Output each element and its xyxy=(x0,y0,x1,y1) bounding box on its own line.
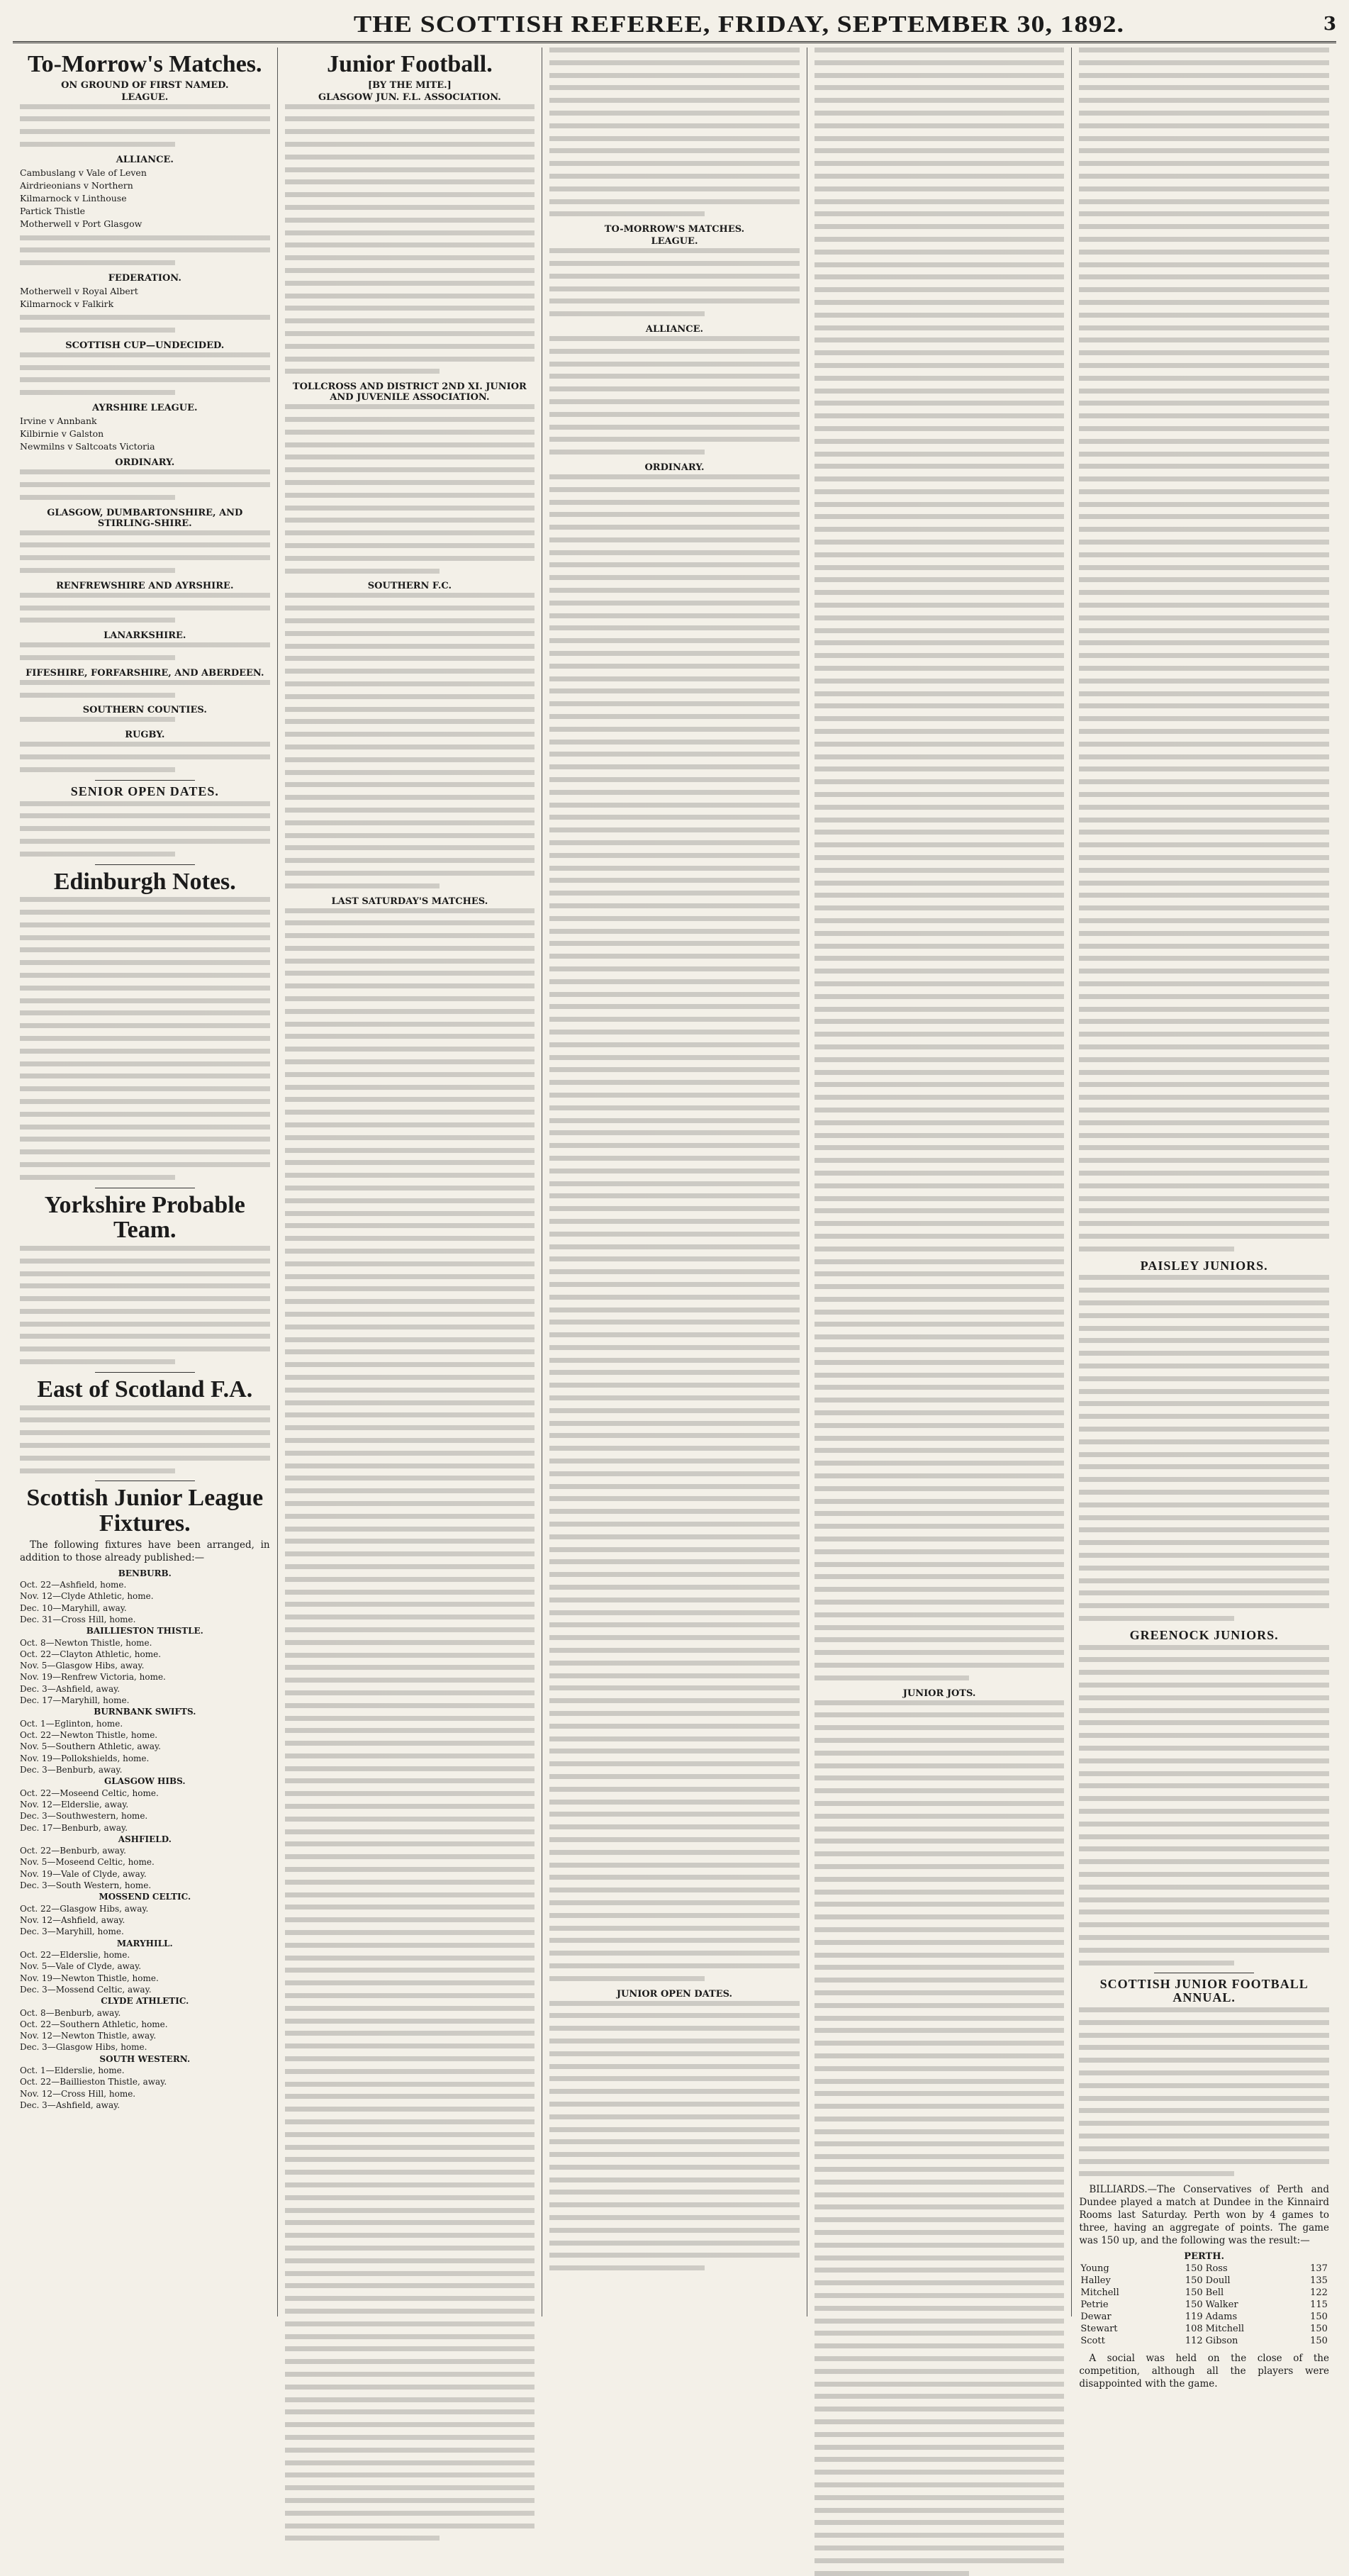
fixture-item: Nov. 5—Southern Athletic, away. xyxy=(20,1741,161,1752)
east-of-scotland-heading: East of Scotland F.A. xyxy=(37,1376,253,1403)
yorkshire-heading: Yorkshire Probable Team. xyxy=(44,1191,245,1244)
fixture-item: Dec. 17—Maryhill, home. xyxy=(20,1695,130,1706)
table-cell: Bell xyxy=(1205,2287,1224,2299)
fixture-item: Oct. 22—Ashfield, home. xyxy=(20,1579,127,1590)
fixture-item: Oct. 1—Elderslie, home. xyxy=(20,2065,125,2076)
fixture-item: Nov. 12—Cross Hill, home. xyxy=(20,2088,136,2099)
fixture-item: Dec. 3—Glasgow Hibs, home. xyxy=(20,2042,147,2053)
article-text xyxy=(815,48,1065,2316)
byline: [BY THE MITE.] xyxy=(367,79,452,91)
table-cell: 150 xyxy=(1185,2299,1203,2311)
senior-open-dates-heading: SENIOR OPEN DATES. xyxy=(70,784,219,798)
list-item: Partick Thistle xyxy=(20,206,86,217)
tomorrow-matches-subheading: TO-MORROW'S MATCHES. xyxy=(604,224,745,235)
billiards-table-label: PERTH. xyxy=(1184,2251,1225,2263)
paisley-juniors-heading: PAISLEY JUNIORS. xyxy=(1140,1258,1268,1273)
table-cell: 135 xyxy=(1310,2275,1328,2287)
divider xyxy=(95,1372,195,1373)
table-cell: Mitchell xyxy=(1205,2324,1245,2335)
federation-subheading: FEDERATION. xyxy=(108,272,181,284)
table-row xyxy=(1079,2311,1329,2323)
table-cell: 119 xyxy=(1185,2312,1203,2323)
list-item: Kilbirnie v Galston xyxy=(20,428,104,440)
fixture-item: Oct. 22—Benburb, away. xyxy=(20,1846,126,1856)
list-item: Airdrieonians v Northern xyxy=(20,180,133,191)
article-text xyxy=(285,104,535,2373)
list-item: Motherwell v Royal Albert xyxy=(20,285,138,296)
fixture-item: Oct. 22—Southern Athletic, home. xyxy=(20,2019,168,2029)
fixture-item: BAILLIESTON THISTLE. xyxy=(86,1626,203,1637)
fixture-item: Oct. 22—Elderslie, home. xyxy=(20,1949,130,1960)
junior-jots-subheading: JUNIOR JOTS. xyxy=(902,1688,976,1699)
tollcross-subheading: TOLLCROSS AND DISTRICT 2ND XI. JUNIOR AND JUVENILE ASSOCIATION. xyxy=(292,381,527,403)
table-cell: Scott xyxy=(1080,2336,1105,2347)
glasgow-subheading: GLASGOW, DUMBARTONSHIRE, AND STIRLING-SHIRE. xyxy=(47,507,243,529)
table-row xyxy=(1079,2287,1329,2299)
list-item: Motherwell v Port Glasgow xyxy=(20,218,142,230)
fixture-item: SOUTH WESTERN. xyxy=(99,2053,191,2064)
fixture-item: BENBURB. xyxy=(118,1568,172,1578)
fixture-item: MOSSEND CELTIC. xyxy=(99,1892,191,1902)
fixture-item: Nov. 12—Clyde Athletic, home. xyxy=(20,1591,154,1602)
table-cell: Dewar xyxy=(1080,2312,1112,2323)
fixture-item: Nov. 19—Vale of Clyde, away. xyxy=(20,1868,147,1879)
columns xyxy=(13,48,1336,2390)
fixture-item: Oct. 1—Eglinton, home. xyxy=(20,1718,123,1729)
fixture-item: GLASGOW HIBS. xyxy=(104,1776,186,1787)
fixture-item: Dec. 3—Maryhill, home. xyxy=(20,1927,124,1937)
fixture-item: Nov. 12—Newton Thistle, away. xyxy=(20,2031,157,2041)
tomorrows-matches-heading: To-Morrow's Matches. xyxy=(28,51,262,77)
article-text xyxy=(549,48,800,2316)
list-item: Cambuslang v Vale of Leven xyxy=(20,167,147,178)
table-cell: Gibson xyxy=(1205,2336,1238,2347)
fixture-item: ASHFIELD. xyxy=(118,1834,172,1844)
greenock-juniors-heading: GREENOCK JUNIORS. xyxy=(1129,1627,1279,1642)
column-2 xyxy=(278,48,543,2316)
masthead-title: THE SCOTTISH REFEREE, FRIDAY, SEPTEMBER 30, 1892. xyxy=(353,11,1125,38)
alliance-subheading: ALLIANCE. xyxy=(116,154,174,165)
ground-note: ON GROUND OF FIRST NAMED. xyxy=(61,79,229,91)
ayrshire-list xyxy=(20,415,270,453)
junior-football-heading: Junior Football. xyxy=(327,51,493,77)
fixture-item: Oct. 22—Glasgow Hibs, away. xyxy=(20,1903,149,1914)
billiards-paragraph: BILLIARDS.—The Conservatives of Perth and Dundee played a match at Dundee in the Kinnaird Rooms last Saturday. Perth won by 4 games to three, having an aggregate of points. The game was 150 up, and the following was the result:— xyxy=(1079,2184,1329,2247)
list-item: Kilmarnock v Linthouse xyxy=(20,193,127,204)
fixture-item: Nov. 5—Vale of Clyde, away. xyxy=(20,1961,142,1972)
renfrew-subheading: RENFREWSHIRE AND AYRSHIRE. xyxy=(56,580,234,591)
table-row xyxy=(1079,2335,1329,2347)
table-cell: 150 xyxy=(1185,2263,1203,2275)
fixture-item: Nov. 12—Elderslie, away. xyxy=(20,1799,129,1810)
table-cell: 115 xyxy=(1310,2299,1328,2311)
table-cell: Adams xyxy=(1205,2312,1238,2323)
fixture-item: Nov. 19—Newton Thistle, home. xyxy=(20,1973,159,1983)
fixture-item: Oct. 22—Newton Thistle, home. xyxy=(20,1730,158,1740)
divider xyxy=(95,780,195,781)
list-item: Kilmarnock v Falkirk xyxy=(20,299,114,310)
closing-paragraph: A social was held on the close of the competition, although all the players were disappointed with the game. xyxy=(1079,2353,1329,2390)
association-subheading: GLASGOW JUN. F.L. ASSOCIATION. xyxy=(318,91,501,103)
southern-subheading: SOUTHERN COUNTIES. xyxy=(82,705,207,716)
scottish-cup-subheading: SCOTTISH CUP—UNDECIDED. xyxy=(65,340,225,351)
list-item: Irvine v Annbank xyxy=(20,415,97,426)
last-saturday-subheading: LAST SATURDAY'S MATCHES. xyxy=(331,896,488,907)
table-cell: Mitchell xyxy=(1080,2287,1119,2299)
fixture-item: BURNBANK SWIFTS. xyxy=(94,1707,196,1717)
junior-league-heading: Scottish Junior League Fixtures. xyxy=(26,1485,264,1537)
fixture-item: Dec. 10—Maryhill, away. xyxy=(20,1602,127,1613)
table-cell: 137 xyxy=(1310,2263,1328,2275)
fixture-item: Oct. 8—Newton Thistle, home. xyxy=(20,1637,152,1648)
ordinary-subheading: ORDINARY. xyxy=(115,457,175,469)
fixture-item: Nov. 5—Glasgow Hibs, away. xyxy=(20,1661,145,1671)
table-cell: 150 xyxy=(1310,2312,1328,2323)
table-cell: Walker xyxy=(1205,2299,1238,2311)
fixture-item: Dec. 31—Cross Hill, home. xyxy=(20,1614,136,1624)
fixture-item: Nov. 5—Moseend Celtic, home. xyxy=(20,1857,155,1868)
table-row xyxy=(1079,2299,1329,2311)
fixture-item: Dec. 3—Ashfield, away. xyxy=(20,1683,121,1694)
table-cell: Young xyxy=(1080,2263,1109,2275)
fixture-item: Dec. 3—Ashfield, away. xyxy=(20,2100,121,2110)
fixture-item: MARYHILL. xyxy=(116,1938,173,1948)
federation-list xyxy=(20,285,270,311)
divider xyxy=(95,864,195,865)
table-row xyxy=(1079,2263,1329,2275)
column-4 xyxy=(807,48,1073,2316)
table-row xyxy=(1079,2275,1329,2287)
table-cell: Petrie xyxy=(1080,2299,1109,2311)
fixture-item: Oct. 22—Baillieston Thistle, away. xyxy=(20,2077,167,2087)
junior-league-intro: The following fixtures have been arranged, in addition to those already published:— xyxy=(20,1539,270,1563)
column-5 xyxy=(1072,48,1336,2390)
page-number: 3 xyxy=(1323,13,1336,35)
fixture-item: CLYDE ATHLETIC. xyxy=(101,1996,189,2007)
fixture-item: Dec. 3—South Western, home. xyxy=(20,1880,152,1891)
fife-subheading: FIFESHIRE, FORFARSHIRE, AND ABERDEEN. xyxy=(26,667,264,679)
table-cell: 150 xyxy=(1310,2336,1328,2347)
table-cell: 150 xyxy=(1185,2287,1203,2299)
billiards-table xyxy=(1079,2251,1329,2347)
fixture-item: Dec. 3—Mossend Celtic, away. xyxy=(20,1984,152,1995)
rugby-subheading: RUGBY. xyxy=(125,730,165,741)
junior-annual-heading: SCOTTISH JUNIOR FOOTBALL ANNUAL. xyxy=(1099,1977,1309,2005)
table-cell: 112 xyxy=(1185,2336,1203,2347)
table-cell: 150 xyxy=(1185,2275,1203,2287)
lanark-subheading: LANARKSHIRE. xyxy=(103,630,186,642)
table-cell: Ross xyxy=(1205,2263,1228,2275)
ayrshire-subheading: AYRSHIRE LEAGUE. xyxy=(92,402,198,413)
alliance-subheading: ALLIANCE. xyxy=(645,323,704,335)
league-subheading: LEAGUE. xyxy=(121,91,169,103)
column-1 xyxy=(13,48,278,2316)
southern-fc-subheading: SOUTHERN F.C. xyxy=(367,581,452,592)
table-cell: Halley xyxy=(1080,2275,1111,2287)
list-item: Newmilns v Saltcoats Victoria xyxy=(20,441,155,452)
table-cell: Stewart xyxy=(1080,2324,1118,2335)
edinburgh-notes-heading: Edinburgh Notes. xyxy=(53,868,236,895)
table-row xyxy=(1079,2323,1329,2335)
fixture-item: Nov. 12—Ashfield, away. xyxy=(20,1915,125,1925)
fixture-item: Nov. 19—Renfrew Victoria, home. xyxy=(20,1672,166,1683)
fixture-item: Dec. 17—Benburb, away. xyxy=(20,1822,128,1833)
fixture-item: Oct. 8—Benburb, away. xyxy=(20,2007,121,2018)
article-text xyxy=(1079,48,1329,2390)
ordinary-subheading: ORDINARY. xyxy=(644,462,705,473)
fixture-item: Dec. 3—Benburb, away. xyxy=(20,1764,123,1775)
fixture-item: Oct. 22—Clayton Athletic, home. xyxy=(20,1649,162,1659)
alliance-list xyxy=(20,167,270,231)
fixture-list xyxy=(20,1568,270,2112)
fixture-item: Nov. 19—Pollokshields, home. xyxy=(20,1753,150,1763)
table-cell: Doull xyxy=(1205,2275,1231,2287)
fixture-item: Dec. 3—Southwestern, home. xyxy=(20,1811,148,1822)
table-cell: 108 xyxy=(1185,2324,1203,2335)
table-cell: 150 xyxy=(1310,2324,1328,2335)
fixture-item: Oct. 22—Moseend Celtic, home. xyxy=(20,1788,159,1798)
column-3 xyxy=(542,48,807,2316)
league-subheading: LEAGUE. xyxy=(651,236,698,247)
junior-open-dates-subheading: JUNIOR OPEN DATES. xyxy=(616,1988,733,2000)
masthead xyxy=(13,7,1336,43)
table-cell: 122 xyxy=(1310,2287,1328,2299)
